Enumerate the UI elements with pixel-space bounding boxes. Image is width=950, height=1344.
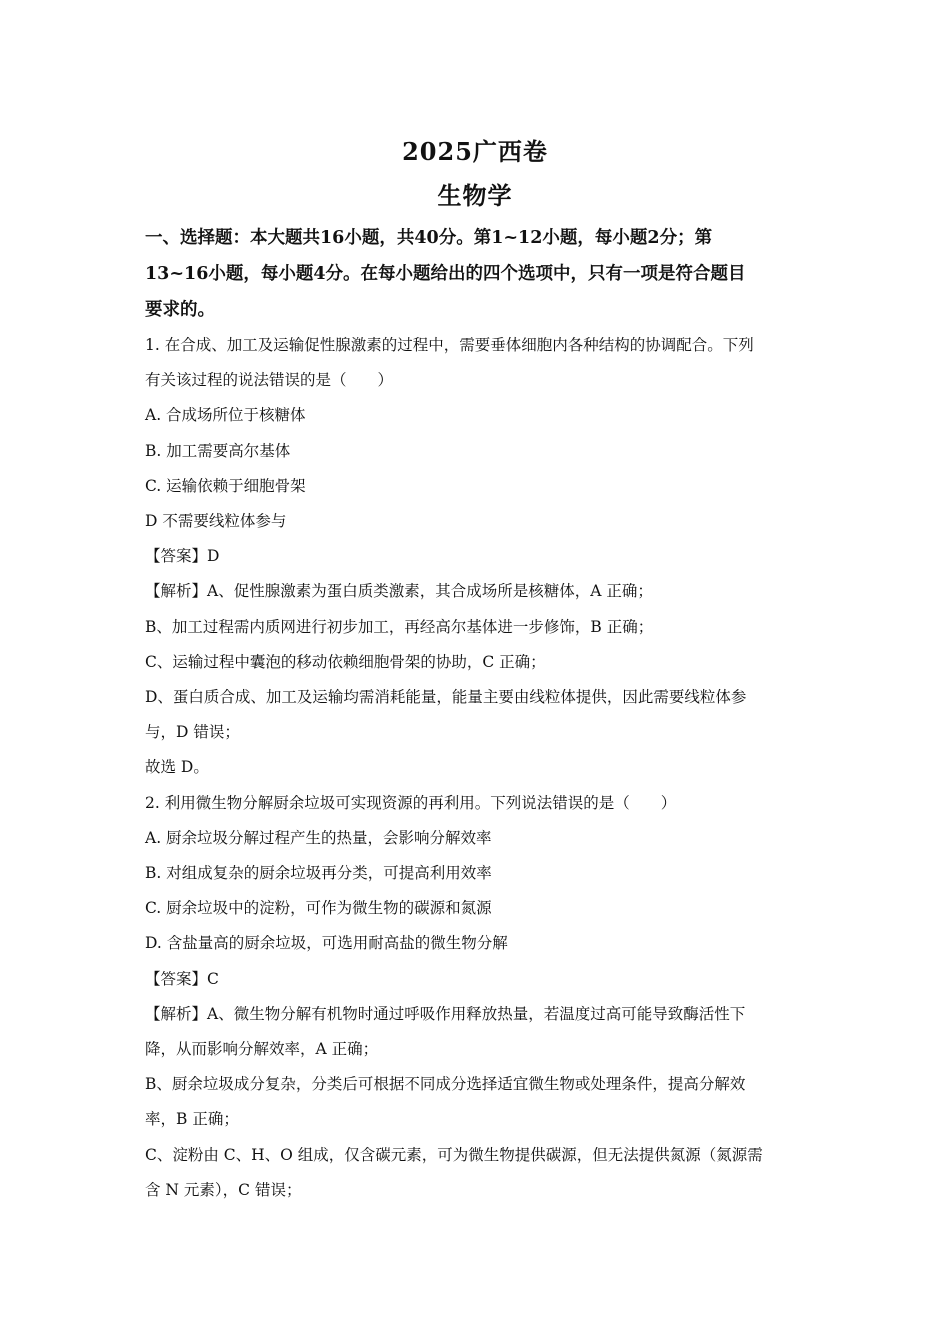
analysis-line: D、蛋白质合成、加工及运输均需消耗能量，能量主要由线粒体提供，因此需要线粒体参 [145,688,747,707]
analysis-line: C、运输过程中囊泡的移动依赖细胞骨架的协助，C 正确； [145,652,546,671]
analysis-line: 含 N 元素），C 错误； [145,1180,302,1199]
analysis-line: 【解析】A、微生物分解有机物时通过呼吸作用释放热量，若温度过高可能导致酶活性下 [145,1004,746,1023]
answer-line: 【答案】D [145,547,220,566]
question-stem-line: 2. 利用微生物分解厨余垃圾可实现资源的再利用。下列说法错误的是（ ） [145,793,677,812]
analysis-line: 故选 D。 [145,758,209,777]
analysis-line: 与，D 错误； [145,723,240,742]
option-b: B. 对组成复杂的厨余垃圾再分类，可提高利用效率 [145,864,492,883]
section-heading [145,220,805,328]
page-content [145,130,805,1208]
option-a: A. 合成场所位于核糖体 [145,406,306,425]
section-heading-line: 要求的。 [145,300,215,320]
analysis-line: 率，B 正确； [145,1110,239,1129]
analysis-line: 【解析】A、促性腺激素为蛋白质类激素，其合成场所是核糖体，A 正确； [145,582,653,601]
question-stem-line: 有关该过程的说法错误的是（ ） [145,371,394,390]
section-heading-line: 一、选择题：本大题共16小题，共40分。第1~12小题，每小题2分；第 [145,228,713,248]
option-c: C. 厨余垃圾中的淀粉，可作为微生物的碳源和氮源 [145,899,492,918]
option-c: C. 运输依赖于细胞骨架 [145,476,306,495]
analysis-line: C、淀粉由 C、H、O 组成，仅含碳元素，可为微生物提供碳源，但无法提供氮源（氮源需 [145,1145,763,1164]
analysis-line: B、厨余垃圾成分复杂，分类后可根据不同成分选择适宜微生物或处理条件，提高分解效 [145,1075,746,1094]
page-title: 2025广西卷 [402,137,548,166]
answer-line: 【答案】C [145,969,219,988]
option-d: D. 含盐量高的厨余垃圾，可选用耐高盐的微生物分解 [145,934,508,953]
question-1 [145,328,805,786]
option-b: B. 加工需要高尔基体 [145,441,291,460]
option-d: D 不需要线粒体参与 [145,512,287,531]
section-heading-line: 13~16小题，每小题4分。在每小题给出的四个选项中，只有一项是符合题目 [145,264,746,284]
question-2 [145,786,805,1208]
option-a: A. 厨余垃圾分解过程产生的热量，会影响分解效率 [145,828,492,847]
subject-title: 生物学 [437,181,513,210]
question-stem-line: 1. 在合成、加工及运输促性腺激素的过程中，需要垂体细胞内各种结构的协调配合。下列 [145,336,754,354]
analysis-line: 降，从而影响分解效率，A 正确； [145,1040,379,1059]
analysis-line: B、加工过程需内质网进行初步加工，再经高尔基体进一步修饰，B 正确； [145,617,654,636]
